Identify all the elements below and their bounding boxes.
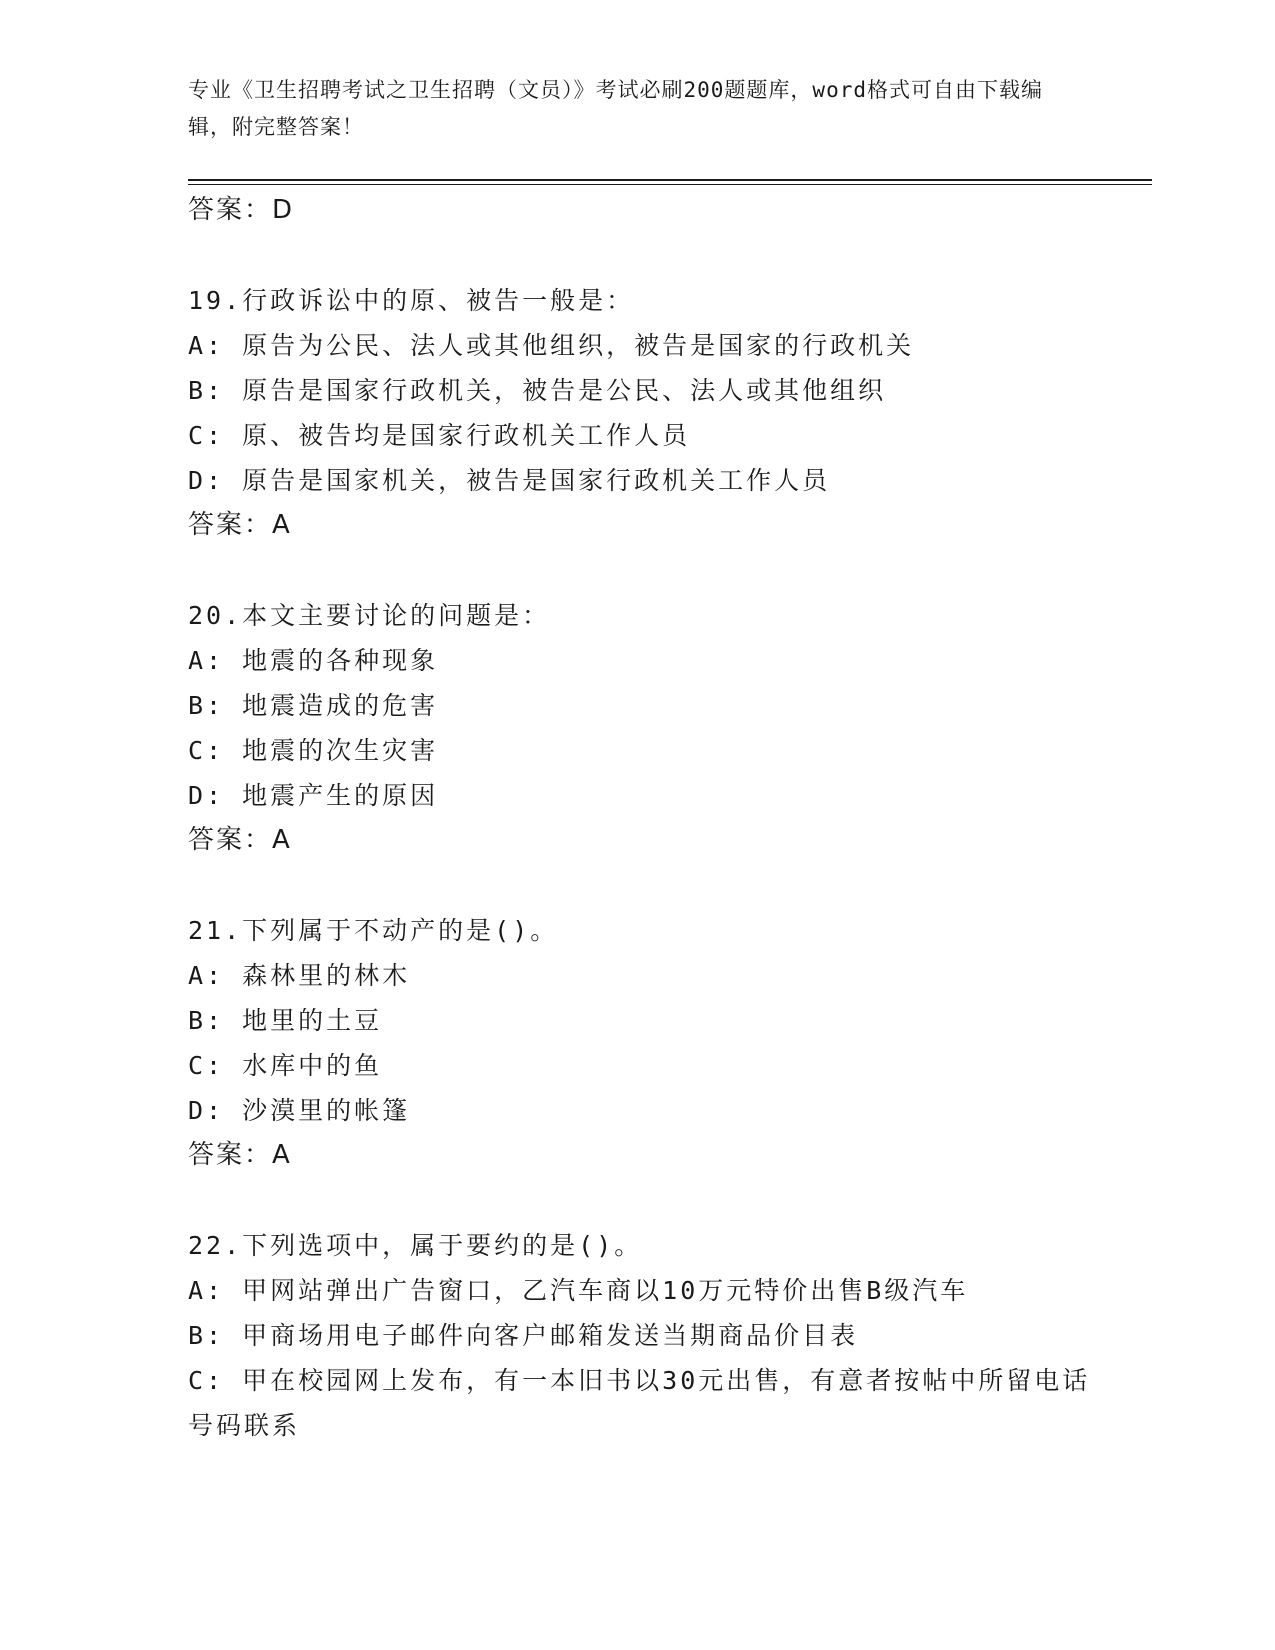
document-body <box>188 188 1108 1448</box>
question-stem: 22.下列选项中，属于要约的是()。 <box>188 1231 643 1260</box>
question-stem: 21.下列属于不动产的是()。 <box>188 916 559 945</box>
answer-line <box>188 1133 1108 1178</box>
answer-label: 答案： <box>188 1140 273 1170</box>
answer-line <box>188 503 1108 548</box>
option-d: D: 沙漠里的帐篷 <box>188 1096 411 1125</box>
document-header: 专业《卫生招聘考试之卫生招聘（文员）》考试必刷200题题库，word格式可自由下载编辑，附完整答案！ <box>188 78 1043 139</box>
option-a: A: 地震的各种现象 <box>188 646 439 675</box>
option-c: C: 原、被告均是国家行政机关工作人员 <box>188 421 691 450</box>
option-c: C: 地震的次生灾害 <box>188 736 439 765</box>
answer-label: 答案： <box>188 195 273 225</box>
answer-line <box>188 188 1108 233</box>
answer-value: D <box>272 195 295 225</box>
option-b: B: 原告是国家行政机关，被告是公民、法人或其他组织 <box>188 376 887 405</box>
header-rule-thin <box>188 184 1152 185</box>
option-b: B: 地里的土豆 <box>188 1006 383 1035</box>
answer-label: 答案： <box>188 825 273 855</box>
answer-value: A <box>272 510 292 540</box>
answer-value: A <box>272 825 292 855</box>
question-stem: 19.行政诉讼中的原、被告一般是： <box>188 286 635 315</box>
option-b: B: 地震造成的危害 <box>188 691 439 720</box>
answer-value: A <box>272 1140 292 1170</box>
header-rule-thick <box>188 179 1152 181</box>
option-c: C: 甲在校园网上发布，有一本旧书以30元出售，有意者按帖中所留电话号码联系 <box>188 1366 1091 1440</box>
option-d: D: 原告是国家机关，被告是国家行政机关工作人员 <box>188 466 831 495</box>
option-b: B: 甲商场用电子邮件向客户邮箱发送当期商品价目表 <box>188 1321 859 1350</box>
option-c: C: 水库中的鱼 <box>188 1051 383 1080</box>
option-d: D: 地震产生的原因 <box>188 781 439 810</box>
option-a: A: 森林里的林木 <box>188 961 411 990</box>
option-a: A: 甲网站弹出广告窗口，乙汽车商以10万元特价出售B级汽车 <box>188 1276 969 1305</box>
answer-line <box>188 818 1108 863</box>
question-stem: 20.本文主要讨论的问题是： <box>188 601 551 630</box>
option-a: A: 原告为公民、法人或其他组织，被告是国家的行政机关 <box>188 331 915 360</box>
answer-label: 答案： <box>188 510 273 540</box>
